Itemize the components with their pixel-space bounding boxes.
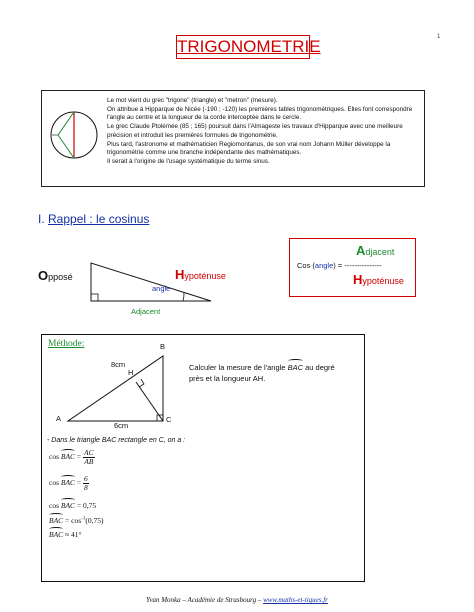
vertex-c: C — [166, 415, 172, 424]
angle-bac: BAC — [49, 516, 64, 525]
section-number: I. — [38, 212, 45, 226]
length-ab: 8cm — [111, 360, 126, 369]
intro-line: Le mot vient du grec "trigone" (triangle) et "metron" (mesure). — [107, 97, 278, 104]
equation-4 — [49, 516, 103, 525]
length-ac: 6cm — [114, 421, 129, 430]
intro-line: Le grec Claude Ptolémée (85 ; 165) poursuit dans l'Almageste les travaux d'Hipparque avec une meilleure précision et introduit les premières formules de trigonométrie. — [107, 123, 403, 139]
inverse-exponent: -1 — [81, 516, 86, 522]
oppose-label — [38, 268, 73, 283]
footer-link[interactable]: www.maths-et-tiques.fr — [263, 596, 328, 604]
cos-fn: cos — [49, 478, 59, 488]
page-number: 1 — [437, 34, 441, 40]
frac-num: 6 — [84, 474, 88, 483]
cos-fn: cos — [49, 452, 59, 462]
intro-line: On attribue à Hipparque de Nicée (-190 ; -120) les premières tables trigonométriques. Elles font correspondre l'angle au centre et la longueur de la corde interceptée dans le cercle. — [107, 105, 413, 122]
vertex-b: B — [160, 342, 166, 351]
angle-label: angle — [152, 284, 171, 293]
angle-bac: BAC — [60, 501, 76, 510]
equation-1: cos BAC = $\frac{AC}{AB}$ — [49, 448, 94, 466]
frac-den: 8 — [84, 483, 88, 492]
question-angle: BAC — [287, 363, 303, 372]
angle-bac: BAC — [60, 478, 76, 488]
arccos-arg: (0,75) — [85, 516, 104, 525]
vertex-h: H — [128, 368, 134, 377]
formula-adjacent — [356, 243, 394, 258]
cos-mid: ) = --------------- — [333, 261, 382, 270]
intro-line: Il serait à l'origine de l'usage systématique du terme sinus. — [107, 157, 270, 165]
step-intro: - Dans le triangle BAC rectangle en C, on a : — [47, 437, 186, 444]
arccos: = cos — [65, 516, 82, 525]
frac-den: AB — [84, 457, 94, 466]
footer-text: Yvan Monka – Académie de Strasbourg – — [146, 596, 264, 604]
adj-initial: A — [356, 243, 366, 258]
equation-5 — [49, 530, 82, 539]
hyp-rest: ypoténuse — [184, 271, 226, 281]
hyp-initial: H — [353, 272, 363, 287]
section-heading — [38, 212, 149, 226]
fraction-6-8 — [83, 475, 89, 492]
method-box — [41, 334, 365, 582]
angle-result: ≈ 41° — [65, 530, 82, 539]
value-075: = 0,75 — [76, 501, 97, 510]
page-title: TRIGONOMETRIE — [176, 35, 310, 59]
equation-2: cos BAC = $\frac{6}{8}$ — [49, 474, 88, 492]
hyp-initial: H — [175, 267, 185, 282]
section-title: Rappel : le cosinus — [48, 212, 150, 226]
hypotenuse-label — [175, 267, 226, 282]
frac-num: AC — [84, 448, 94, 457]
oppose-rest: pposé — [48, 272, 73, 282]
equation-3 — [49, 501, 96, 510]
intro-line: Plus tard, l'astronome et mathématicien Regiomontanus, de son vrai nom Johann Müller développe la trigonométrie comme une branche indépendante des mathématiques. — [107, 140, 391, 157]
oppose-initial: O — [38, 268, 49, 283]
intro-text — [107, 97, 419, 167]
footer — [0, 596, 474, 604]
question-text: Calculer la mesure de l'angle — [189, 363, 286, 372]
circle-chord-icon — [48, 109, 100, 161]
cos-prefix: Cos ( — [297, 261, 315, 270]
intro-box — [41, 90, 425, 187]
cosine-formula-box — [289, 238, 416, 297]
cos-fn: cos — [49, 501, 59, 510]
vertex-a: A — [56, 414, 62, 423]
adjacent-label: Adjacent — [131, 307, 161, 316]
adj-rest: djacent — [365, 247, 395, 257]
question-text-2: au degré près et la longueur AH. — [189, 363, 335, 383]
hyp-rest: ypoténuse — [362, 276, 404, 286]
angle-bac: BAC — [60, 452, 76, 462]
method-title: Méthode: — [48, 339, 85, 349]
formula-hypotenuse — [353, 272, 404, 287]
fraction-ac-ab — [83, 449, 95, 466]
method-question — [189, 362, 344, 384]
formula-line — [297, 261, 382, 270]
formula-angle: angle — [314, 261, 334, 270]
angle-bac: BAC — [49, 530, 64, 539]
